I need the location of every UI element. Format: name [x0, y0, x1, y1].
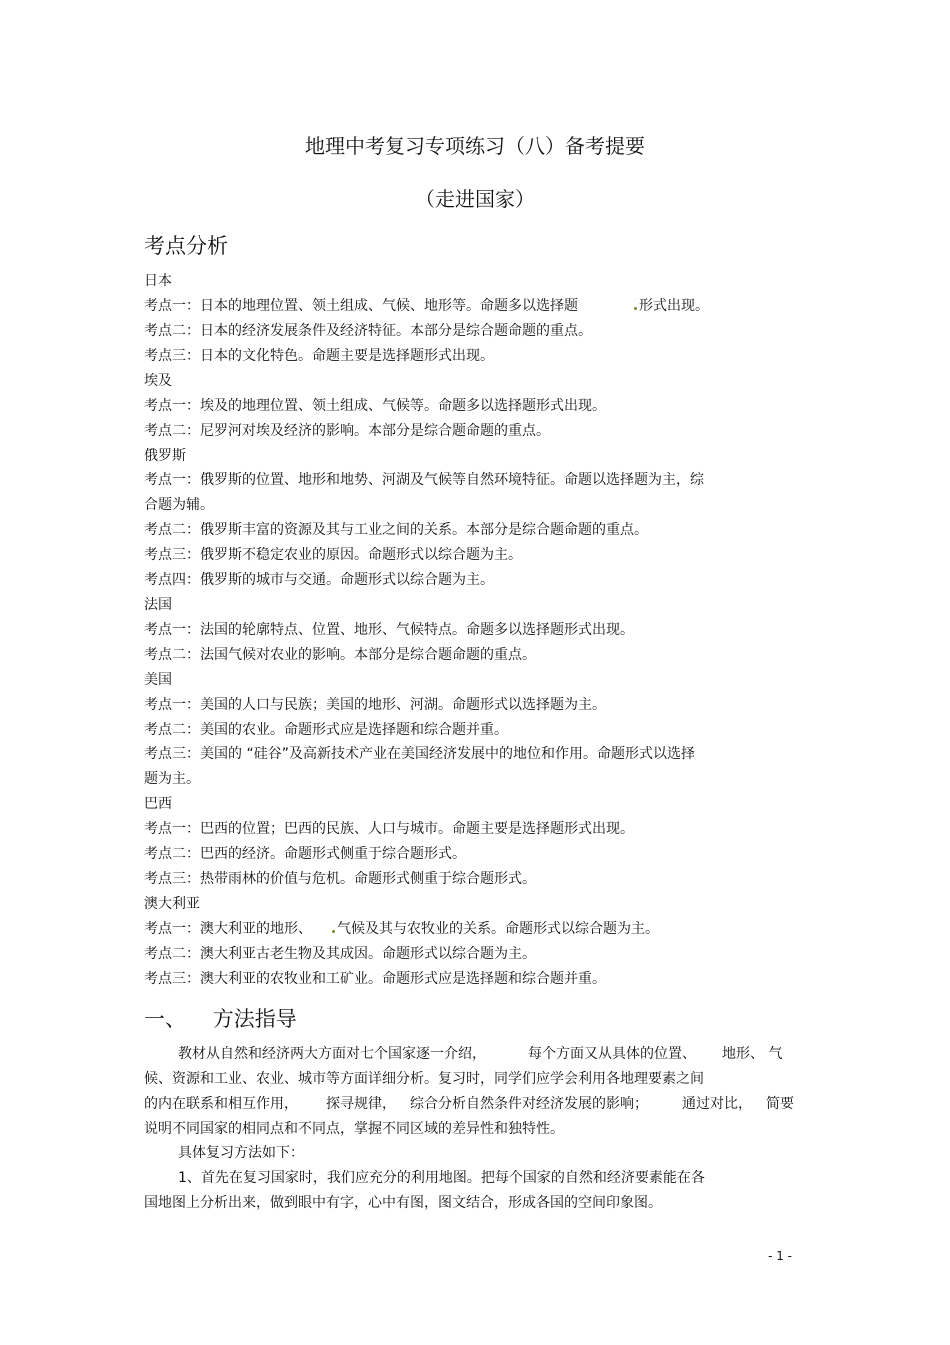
- australia-point-1-text-a: 考点一：澳大利亚的地形、: [144, 921, 312, 937]
- method-line-1-c: 地形、 气: [722, 1046, 783, 1062]
- france-point-1: 考点一：法国的轮廓特点、位置、地形、气候特点。命题多以选择题形式出现。: [144, 622, 634, 638]
- russia-point-4: 考点四：俄罗斯的城市与交通。命题形式以综合题为主。: [144, 572, 494, 588]
- russia-point-2: 考点二：俄罗斯丰富的资源及其与工业之间的关系。本部分是综合题命题的重点。: [144, 522, 648, 538]
- russia-point-1-line-a: 考点一：俄罗斯的位置、地形和地势、河湖及气候等自然环境特征。命题以选择题为主，综: [144, 472, 704, 488]
- usa-point-3-line-a: 考点三：美国的 “硅谷”及高新技术产业在美国经济发展中的地位和作用。命题形式以选择: [144, 746, 695, 762]
- method-line-5: 具体复习方法如下：: [178, 1145, 304, 1161]
- document-subtitle: （走进国家）: [415, 187, 535, 211]
- speck-mark: [332, 930, 335, 933]
- page-number: - 1 -: [768, 1249, 792, 1263]
- country-heading-france: 法国: [144, 597, 172, 613]
- australia-point-2: 考点二：澳大利亚古老生物及其成因。命题形式以综合题为主。: [144, 946, 536, 962]
- method-line-3-b: 探寻规律，: [326, 1096, 396, 1112]
- method-line-3-c: 综合分析自然条件对经济发展的影响；: [410, 1096, 648, 1112]
- japan-point-3: 考点三：日本的文化特色。命题主要是选择题形式出现。: [144, 348, 494, 364]
- method-line-1-b: 每个方面又从具体的位置、: [528, 1046, 696, 1062]
- country-heading-egypt: 埃及: [144, 373, 172, 389]
- egypt-point-2: 考点二：尼罗河对埃及经济的影响。本部分是综合题命题的重点。: [144, 423, 550, 439]
- japan-point-2: 考点二：日本的经济发展条件及经济特征。本部分是综合题命题的重点。: [144, 323, 592, 339]
- usa-point-3-line-b: 题为主。: [144, 771, 200, 787]
- country-heading-japan: 日本: [144, 273, 172, 289]
- method-line-7: 国地图上分析出来，做到眼中有字，心中有图，图文结合，形成各国的空间印象图。: [144, 1195, 662, 1211]
- australia-point-1: [144, 918, 659, 938]
- section-heading-analysis: 考点分析: [144, 234, 228, 258]
- method-line-3-e: 简要: [766, 1096, 794, 1112]
- method-line-3-d: 通过对比，: [682, 1096, 752, 1112]
- speck-mark: [634, 307, 637, 310]
- method-line-6: 1、首先在复习国家时，我们应充分的利用地图。把每个国家的自然和经济要素能在各: [178, 1170, 705, 1186]
- method-line-2: 候、资源和工业、农业、城市等方面详细分析。复习时，同学们应学会利用各地理要素之间: [144, 1071, 704, 1087]
- brazil-point-2: 考点二：巴西的经济。命题形式侧重于综合题形式。: [144, 846, 466, 862]
- country-heading-usa: 美国: [144, 672, 172, 688]
- method-line-1: [178, 1043, 782, 1063]
- japan-point-1-text-b: 形式出现。: [639, 298, 709, 314]
- country-heading-australia: 澳大利亚: [144, 896, 200, 912]
- brazil-point-1: 考点一：巴西的位置；巴西的民族、人口与城市。命题主要是选择题形式出现。: [144, 821, 634, 837]
- section-heading-method: [144, 1003, 297, 1033]
- brazil-point-3: 考点三：热带雨林的价值与危机。命题形式侧重于综合题形式。: [144, 871, 536, 887]
- australia-point-1-text-b: 气候及其与农牧业的关系。命题形式以综合题为主。: [337, 921, 659, 937]
- section-heading-method-text: 一、 方法指导: [144, 1007, 297, 1031]
- japan-point-1: [144, 295, 709, 315]
- usa-point-1: 考点一：美国的人口与民族；美国的地形、河湖。命题形式以选择题为主。: [144, 697, 606, 713]
- method-line-3: [144, 1093, 794, 1113]
- method-line-3-a: 的内在联系和相互作用，: [144, 1096, 298, 1112]
- method-line-1-a: 教材从自然和经济两大方面对七个国家逐一介绍，: [178, 1046, 486, 1062]
- country-heading-brazil: 巴西: [144, 796, 172, 812]
- document-title: 地理中考复习专项练习（八）备考提要: [305, 134, 645, 158]
- japan-point-1-text-a: 考点一：日本的地理位置、领土组成、气候、地形等。命题多以选择题: [144, 298, 578, 314]
- method-line-4: 说明不同国家的相同点和不同点，掌握不同区域的差异性和独特性。: [144, 1121, 564, 1137]
- usa-point-2: 考点二：美国的农业。命题形式应是选择题和综合题并重。: [144, 722, 508, 738]
- australia-point-3: 考点三：澳大利亚的农牧业和工矿业。命题形式应是选择题和综合题并重。: [144, 971, 606, 987]
- egypt-point-1: 考点一：埃及的地理位置、领土组成、气候等。命题多以选择题形式出现。: [144, 398, 606, 414]
- russia-point-1-line-b: 合题为辅。: [144, 497, 214, 513]
- country-heading-russia: 俄罗斯: [144, 448, 186, 464]
- france-point-2: 考点二：法国气候对农业的影响。本部分是综合题命题的重点。: [144, 647, 536, 663]
- russia-point-3: 考点三：俄罗斯不稳定农业的原因。命题形式以综合题为主。: [144, 547, 522, 563]
